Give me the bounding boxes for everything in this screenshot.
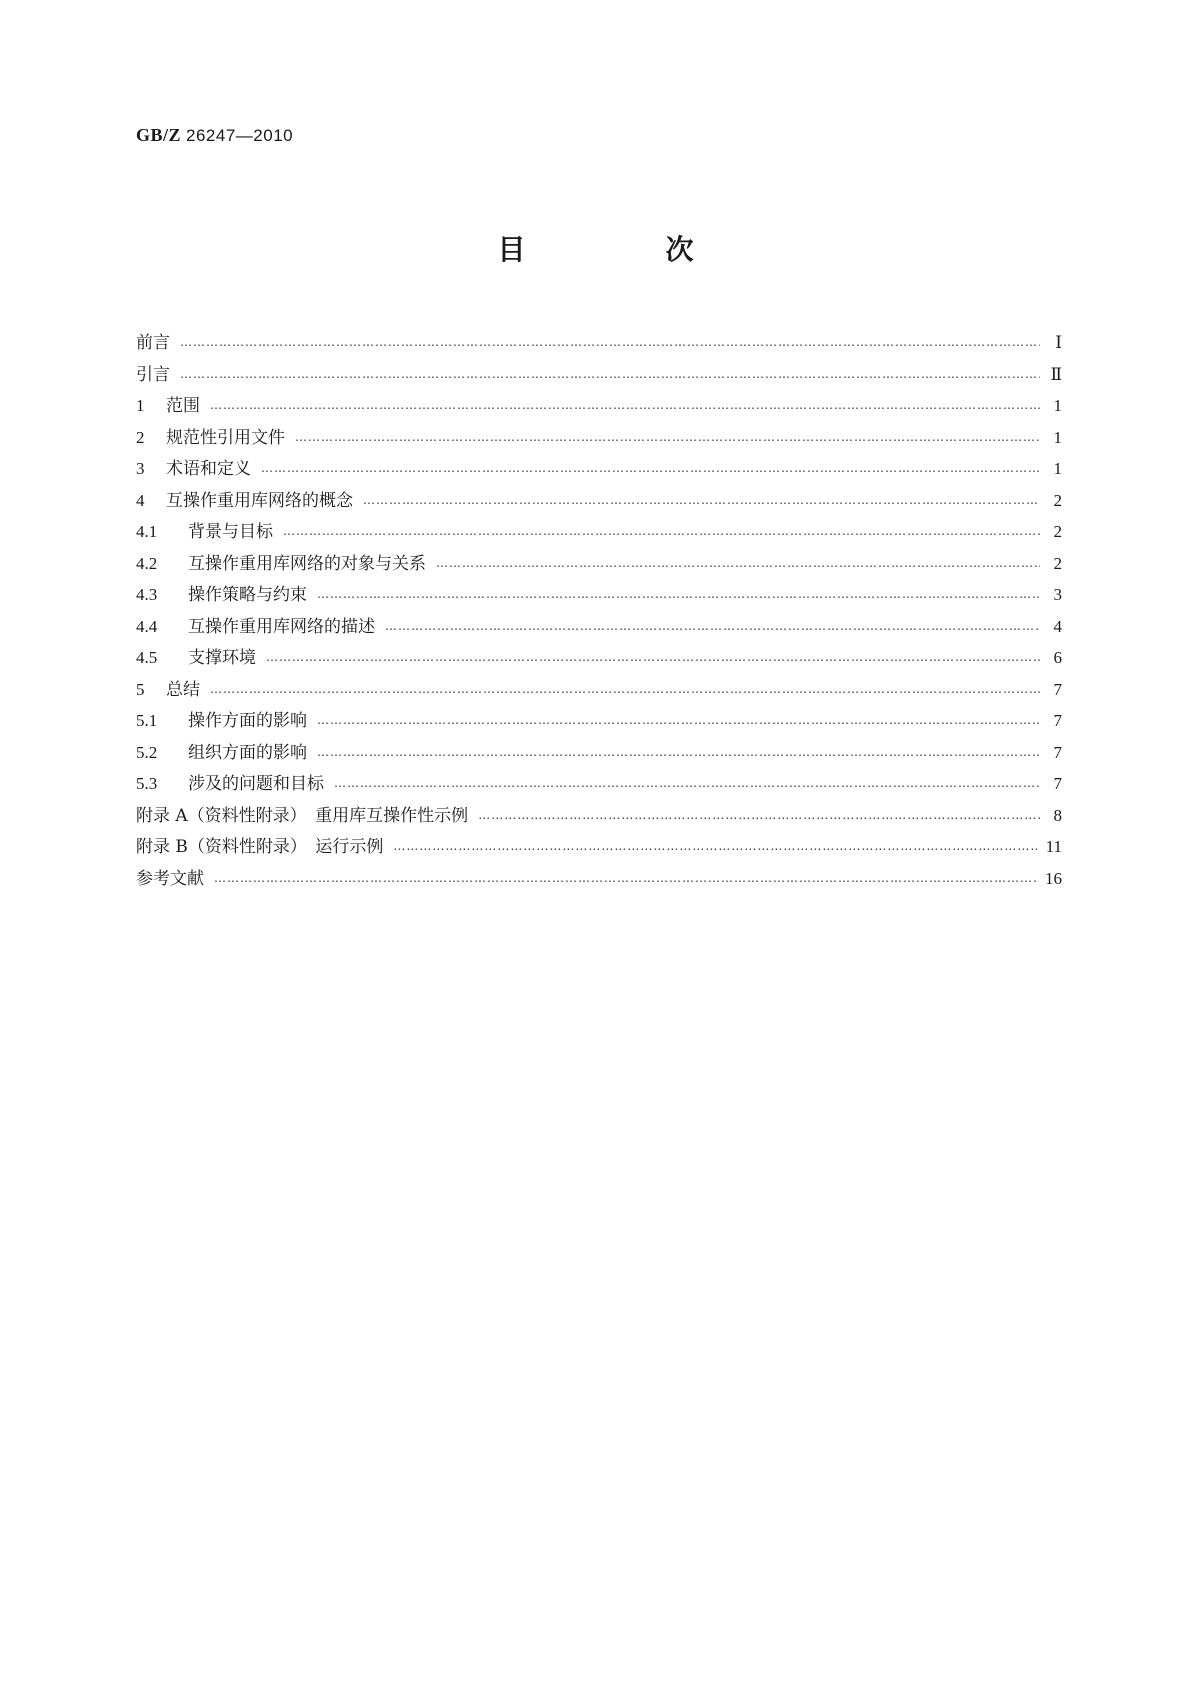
toc-entry-appendix-a[interactable] bbox=[136, 801, 1062, 833]
toc-entry-label: 4.3 操作策略与约束 bbox=[136, 585, 307, 605]
toc-entry-label: 4 互操作重用库网络的概念 bbox=[136, 490, 353, 511]
toc-page-number: Ⅱ bbox=[1050, 364, 1062, 384]
section-number: 4.4 bbox=[136, 616, 158, 636]
dot-leader bbox=[436, 556, 1040, 570]
section-number: 4.2 bbox=[136, 553, 158, 573]
section-number: 4.1 bbox=[136, 522, 158, 541]
dot-leader bbox=[283, 524, 1040, 538]
toc-entry-introduction[interactable] bbox=[136, 360, 1062, 392]
toc-entry-5-1[interactable] bbox=[136, 706, 1062, 738]
toc-page-number: 7 bbox=[1053, 711, 1062, 730]
toc-entry-label: 附录 A（资料性附录） 重用库互操作性示例 bbox=[136, 805, 469, 826]
section-number: 2 bbox=[136, 427, 145, 447]
toc-page-number: 1 bbox=[1053, 459, 1062, 478]
toc-entry-references[interactable] bbox=[136, 864, 1062, 896]
toc-entry-4[interactable] bbox=[136, 486, 1062, 518]
table-of-contents bbox=[136, 328, 1062, 895]
dot-leader bbox=[214, 871, 1037, 885]
toc-entry-5-2[interactable] bbox=[136, 738, 1062, 770]
dot-leader bbox=[317, 745, 1040, 759]
toc-page-number: 7 bbox=[1053, 774, 1062, 793]
dot-leader bbox=[478, 808, 1040, 822]
toc-entry-5[interactable] bbox=[136, 675, 1062, 707]
standard-prefix: GB/Z bbox=[136, 125, 182, 145]
toc-entry-4-4[interactable] bbox=[136, 612, 1062, 644]
toc-entry-label: 前言 bbox=[136, 333, 170, 353]
section-number: 4.3 bbox=[136, 585, 158, 604]
section-number: 4.5 bbox=[136, 648, 158, 667]
toc-page-number: 7 bbox=[1053, 679, 1062, 699]
page-title: 目 次 bbox=[497, 233, 750, 266]
toc-entry-4-3[interactable] bbox=[136, 580, 1062, 612]
dot-leader bbox=[317, 713, 1040, 727]
dot-leader bbox=[393, 839, 1037, 853]
toc-entry-4-2[interactable] bbox=[136, 549, 1062, 581]
dot-leader bbox=[210, 682, 1040, 696]
toc-entry-3[interactable] bbox=[136, 454, 1062, 486]
toc-entry-2[interactable] bbox=[136, 423, 1062, 455]
standard-number: 26247—2010 bbox=[186, 126, 294, 145]
toc-entry-label: 4.1 背景与目标 bbox=[136, 522, 273, 542]
toc-page-number: 11 bbox=[1045, 837, 1062, 856]
toc-page-number: 1 bbox=[1053, 427, 1062, 447]
section-number: 5.2 bbox=[136, 742, 158, 762]
dot-leader bbox=[385, 619, 1040, 633]
section-number: 3 bbox=[136, 459, 145, 478]
section-number: 4 bbox=[136, 490, 145, 510]
toc-entry-label: 5.1 操作方面的影响 bbox=[136, 711, 307, 731]
toc-page-number: 8 bbox=[1053, 805, 1062, 825]
dot-leader bbox=[266, 650, 1040, 664]
toc-entry-label: 2 规范性引用文件 bbox=[136, 427, 285, 448]
dot-leader bbox=[261, 461, 1040, 475]
toc-page-number: 2 bbox=[1053, 490, 1062, 510]
toc-entry-appendix-b[interactable] bbox=[136, 832, 1062, 864]
toc-page-number: 4 bbox=[1053, 616, 1062, 636]
toc-entry-4-5[interactable] bbox=[136, 643, 1062, 675]
toc-entry-label: 4.5 支撑环境 bbox=[136, 648, 256, 668]
toc-entry-label: 4.2 互操作重用库网络的对象与关系 bbox=[136, 553, 426, 574]
dot-leader bbox=[180, 367, 1040, 381]
toc-page-number: 16 bbox=[1045, 868, 1062, 888]
toc-page-number: 6 bbox=[1053, 648, 1062, 667]
toc-page-number: Ⅰ bbox=[1055, 333, 1062, 352]
toc-entry-label: 引言 bbox=[136, 364, 170, 385]
toc-entry-5-3[interactable] bbox=[136, 769, 1062, 801]
toc-entry-label: 5 总结 bbox=[136, 679, 200, 700]
dot-leader bbox=[210, 398, 1040, 412]
dot-leader bbox=[334, 776, 1040, 790]
toc-entry-label: 5.2 组织方面的影响 bbox=[136, 742, 307, 763]
toc-page-number: 1 bbox=[1053, 396, 1062, 415]
toc-page-number: 2 bbox=[1053, 553, 1062, 573]
toc-entry-label: 附录 B（资料性附录） 运行示例 bbox=[136, 837, 384, 857]
dot-leader bbox=[317, 587, 1040, 601]
toc-entry-label: 1 范围 bbox=[136, 396, 200, 416]
toc-page-number: 3 bbox=[1053, 585, 1062, 604]
dot-leader bbox=[295, 430, 1040, 444]
dot-leader bbox=[180, 335, 1040, 349]
section-number: 5.1 bbox=[136, 711, 158, 730]
toc-entry-label: 5.3 涉及的问题和目标 bbox=[136, 774, 324, 794]
dot-leader bbox=[363, 493, 1040, 507]
toc-entry-1[interactable] bbox=[136, 391, 1062, 423]
toc-entry-label: 参考文献 bbox=[136, 868, 204, 889]
section-number: 5.3 bbox=[136, 774, 158, 793]
toc-page-number: 7 bbox=[1053, 742, 1062, 762]
toc-entry-foreword[interactable] bbox=[136, 328, 1062, 360]
toc-entry-4-1[interactable] bbox=[136, 517, 1062, 549]
toc-entry-label: 3 术语和定义 bbox=[136, 459, 251, 479]
toc-entry-label: 4.4 互操作重用库网络的描述 bbox=[136, 616, 375, 637]
standard-code bbox=[136, 125, 293, 146]
section-number: 5 bbox=[136, 679, 145, 699]
section-number: 1 bbox=[136, 396, 145, 415]
toc-page-number: 2 bbox=[1053, 522, 1062, 541]
